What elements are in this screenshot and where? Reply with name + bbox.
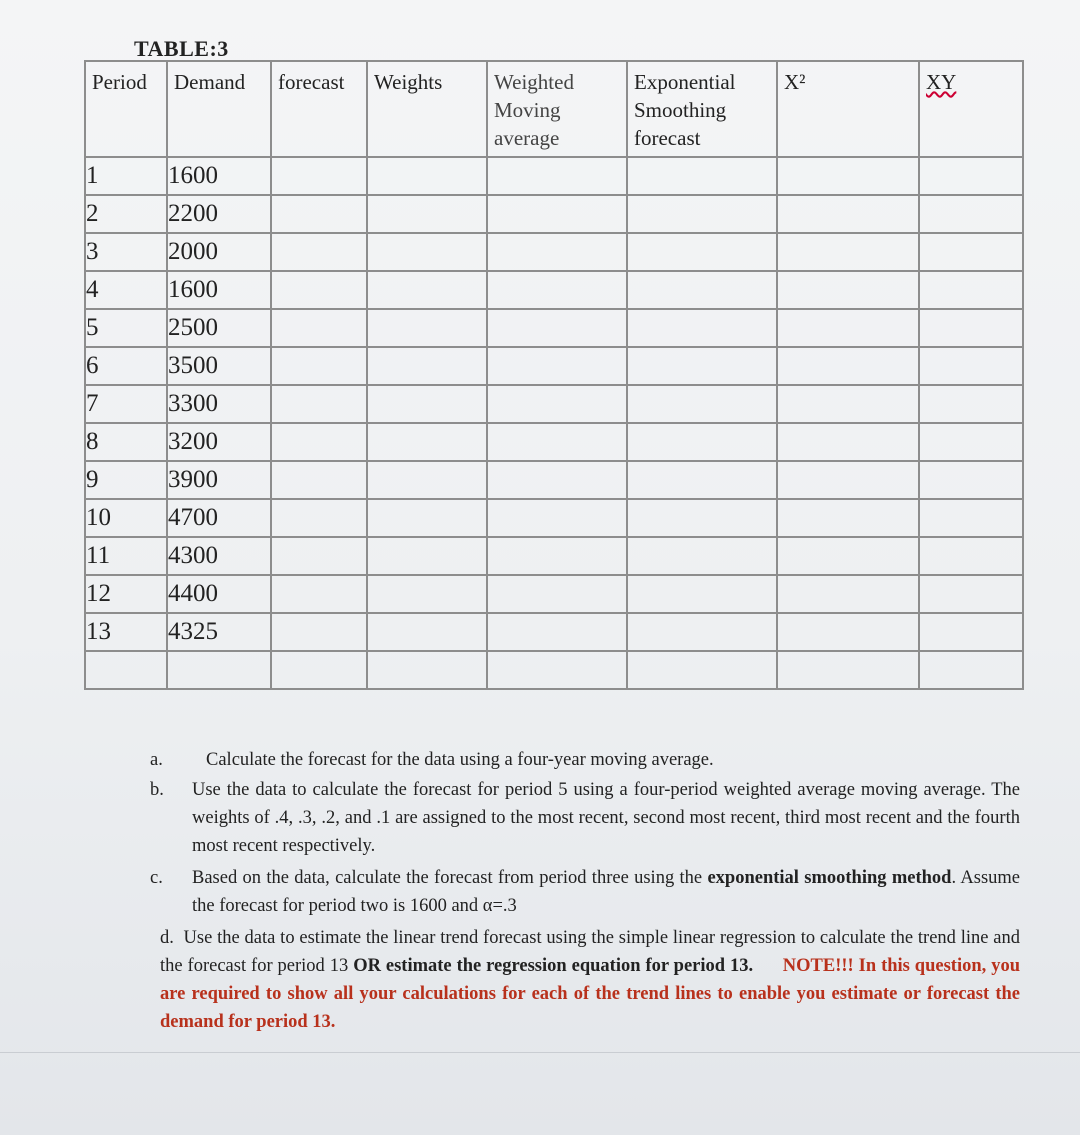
cell-exp	[627, 537, 777, 575]
cell-weights	[367, 157, 487, 195]
cell-exp	[627, 195, 777, 233]
cell-forecast	[271, 271, 367, 309]
cell-x2	[777, 499, 919, 537]
cell-wma	[487, 613, 627, 651]
cell-x2	[777, 233, 919, 271]
cell-demand: 3300	[167, 385, 271, 423]
header-period: Period	[85, 61, 167, 157]
cell-x2	[777, 195, 919, 233]
cell-xy	[919, 271, 1023, 309]
cell-x2	[777, 385, 919, 423]
cell-xy	[919, 575, 1023, 613]
cell-wma	[487, 309, 627, 347]
cell-demand: 4400	[167, 575, 271, 613]
cell-period: 2	[85, 195, 167, 233]
cell-xy	[919, 309, 1023, 347]
cell-exp	[627, 347, 777, 385]
cell-period: 12	[85, 575, 167, 613]
cell-period: 11	[85, 537, 167, 575]
cell-xy	[919, 651, 1023, 689]
cell-weights	[367, 347, 487, 385]
table-row	[85, 157, 1023, 195]
cell-weights	[367, 499, 487, 537]
cell-demand: 4700	[167, 499, 271, 537]
cell-demand: 1600	[167, 271, 271, 309]
cell-x2	[777, 461, 919, 499]
cell-forecast	[271, 461, 367, 499]
cell-forecast	[271, 347, 367, 385]
cell-wma	[487, 347, 627, 385]
cell-period: 10	[85, 499, 167, 537]
cell-x2	[777, 271, 919, 309]
cell-period: 3	[85, 233, 167, 271]
cell-period: 7	[85, 385, 167, 423]
cell-exp	[627, 613, 777, 651]
cell-exp	[627, 385, 777, 423]
cell-exp	[627, 423, 777, 461]
cell-forecast	[271, 385, 367, 423]
question-d	[150, 924, 1020, 1036]
cell-weights	[367, 575, 487, 613]
cell-xy	[919, 537, 1023, 575]
table-row	[85, 347, 1023, 385]
cell-period: 5	[85, 309, 167, 347]
question-c-label: c.	[150, 868, 163, 888]
cell-weights	[367, 537, 487, 575]
cell-exp	[627, 651, 777, 689]
cell-x2	[777, 613, 919, 651]
cell-weights	[367, 233, 487, 271]
table-row	[85, 651, 1023, 689]
cell-x2	[777, 423, 919, 461]
cell-xy	[919, 157, 1023, 195]
cell-xy	[919, 499, 1023, 537]
table-row	[85, 309, 1023, 347]
header-x-squared: X²	[777, 61, 919, 157]
cell-demand: 2000	[167, 233, 271, 271]
cell-wma	[487, 499, 627, 537]
cell-demand: 2500	[167, 309, 271, 347]
cell-forecast	[271, 233, 367, 271]
cell-period: 13	[85, 613, 167, 651]
cell-xy	[919, 385, 1023, 423]
header-xy	[919, 61, 1023, 157]
cell-demand: 2200	[167, 195, 271, 233]
cell-demand: 3500	[167, 347, 271, 385]
table-row	[85, 461, 1023, 499]
cell-x2	[777, 651, 919, 689]
cell-period: 1	[85, 157, 167, 195]
cell-xy	[919, 347, 1023, 385]
table-row	[85, 499, 1023, 537]
cell-weights	[367, 271, 487, 309]
table-row	[85, 575, 1023, 613]
cell-forecast	[271, 499, 367, 537]
cell-x2	[777, 575, 919, 613]
question-c	[150, 864, 1020, 920]
question-d-note: NOTE!!! In this question, you are required to show all your calculations for each of the trend lines to enable you estimate or forecast the demand for period 13.	[160, 956, 1020, 1032]
cell-exp	[627, 461, 777, 499]
question-a-label: a.	[150, 750, 163, 770]
questions	[150, 746, 1020, 1036]
cell-weights	[367, 195, 487, 233]
header-exponential-smoothing: Exponential Smoothing forecast	[627, 61, 777, 157]
question-c-bold: exponential smoothing method	[707, 868, 952, 888]
forecast-table	[84, 60, 1024, 690]
cell-weights	[367, 461, 487, 499]
table-title: TABLE:3	[134, 36, 229, 61]
cell-demand: 3200	[167, 423, 271, 461]
cell-demand: 3900	[167, 461, 271, 499]
table-row	[85, 385, 1023, 423]
header-weights: Weights	[367, 61, 487, 157]
cell-wma	[487, 385, 627, 423]
question-b	[150, 776, 1020, 860]
cell-exp	[627, 233, 777, 271]
question-d-bold: OR estimate the regression equation for period 13.	[353, 956, 754, 976]
cell-forecast	[271, 157, 367, 195]
cell-demand: 4325	[167, 613, 271, 651]
question-c-text-part1: Based on the data, calculate the forecast from period three using the	[192, 868, 708, 888]
cell-demand	[167, 651, 271, 689]
table-header-row	[85, 61, 1023, 157]
cell-wma	[487, 575, 627, 613]
cell-demand: 1600	[167, 157, 271, 195]
question-a-text: Calculate the forecast for the data using a four-year moving average.	[206, 750, 714, 770]
header-demand: Demand	[167, 61, 271, 157]
cell-forecast	[271, 575, 367, 613]
question-c-text-part2: . Assume the forecast for period two is 1600 and α=.3	[192, 868, 1021, 916]
cell-period: 8	[85, 423, 167, 461]
cell-x2	[777, 309, 919, 347]
question-d-text	[160, 924, 1020, 1036]
cell-period: 6	[85, 347, 167, 385]
cell-xy	[919, 461, 1023, 499]
table-row	[85, 195, 1023, 233]
cell-weights	[367, 385, 487, 423]
cell-xy	[919, 423, 1023, 461]
cell-demand: 4300	[167, 537, 271, 575]
cell-x2	[777, 347, 919, 385]
cell-weights	[367, 651, 487, 689]
cell-weights	[367, 423, 487, 461]
cell-exp	[627, 309, 777, 347]
cell-xy	[919, 195, 1023, 233]
cell-wma	[487, 271, 627, 309]
cell-forecast	[271, 423, 367, 461]
cell-forecast	[271, 613, 367, 651]
cell-weights	[367, 309, 487, 347]
cell-exp	[627, 157, 777, 195]
table-row	[85, 271, 1023, 309]
table-row	[85, 233, 1023, 271]
cell-x2	[777, 157, 919, 195]
cell-forecast	[271, 537, 367, 575]
cell-forecast	[271, 309, 367, 347]
cell-x2	[777, 537, 919, 575]
cell-exp	[627, 575, 777, 613]
table-row	[85, 613, 1023, 651]
cell-period: 9	[85, 461, 167, 499]
question-d-text-part1: Use the data to estimate the linear trend forecast using the simple linear regression to calculate the trend line and the forecast for period 13	[160, 928, 1020, 976]
cell-weights	[367, 613, 487, 651]
cell-exp	[627, 499, 777, 537]
cell-period	[85, 651, 167, 689]
cell-wma	[487, 195, 627, 233]
question-b-text: Use the data to calculate the forecast for period 5 using a four-period weighted average moving average. The weights of .4, .3, .2, and .1 are assigned to the most recent, second most recent, third most recent and the fourth most recent respectively.	[192, 780, 1020, 856]
cell-forecast	[271, 651, 367, 689]
question-b-label: b.	[150, 780, 164, 800]
cell-wma	[487, 157, 627, 195]
divider	[0, 1052, 1080, 1053]
cell-forecast	[271, 195, 367, 233]
cell-period: 4	[85, 271, 167, 309]
cell-xy	[919, 233, 1023, 271]
question-c-text	[192, 864, 1020, 920]
cell-wma	[487, 537, 627, 575]
question-a	[150, 746, 1020, 774]
cell-wma	[487, 461, 627, 499]
table-row	[85, 537, 1023, 575]
cell-exp	[627, 271, 777, 309]
cell-wma	[487, 423, 627, 461]
header-forecast: forecast	[271, 61, 367, 157]
cell-wma	[487, 233, 627, 271]
question-d-label: d.	[160, 928, 174, 948]
header-weighted-moving-average: Weighted Moving average	[487, 61, 627, 157]
table-row	[85, 423, 1023, 461]
header-xy-label: XY	[926, 70, 957, 94]
cell-xy	[919, 613, 1023, 651]
cell-wma	[487, 651, 627, 689]
